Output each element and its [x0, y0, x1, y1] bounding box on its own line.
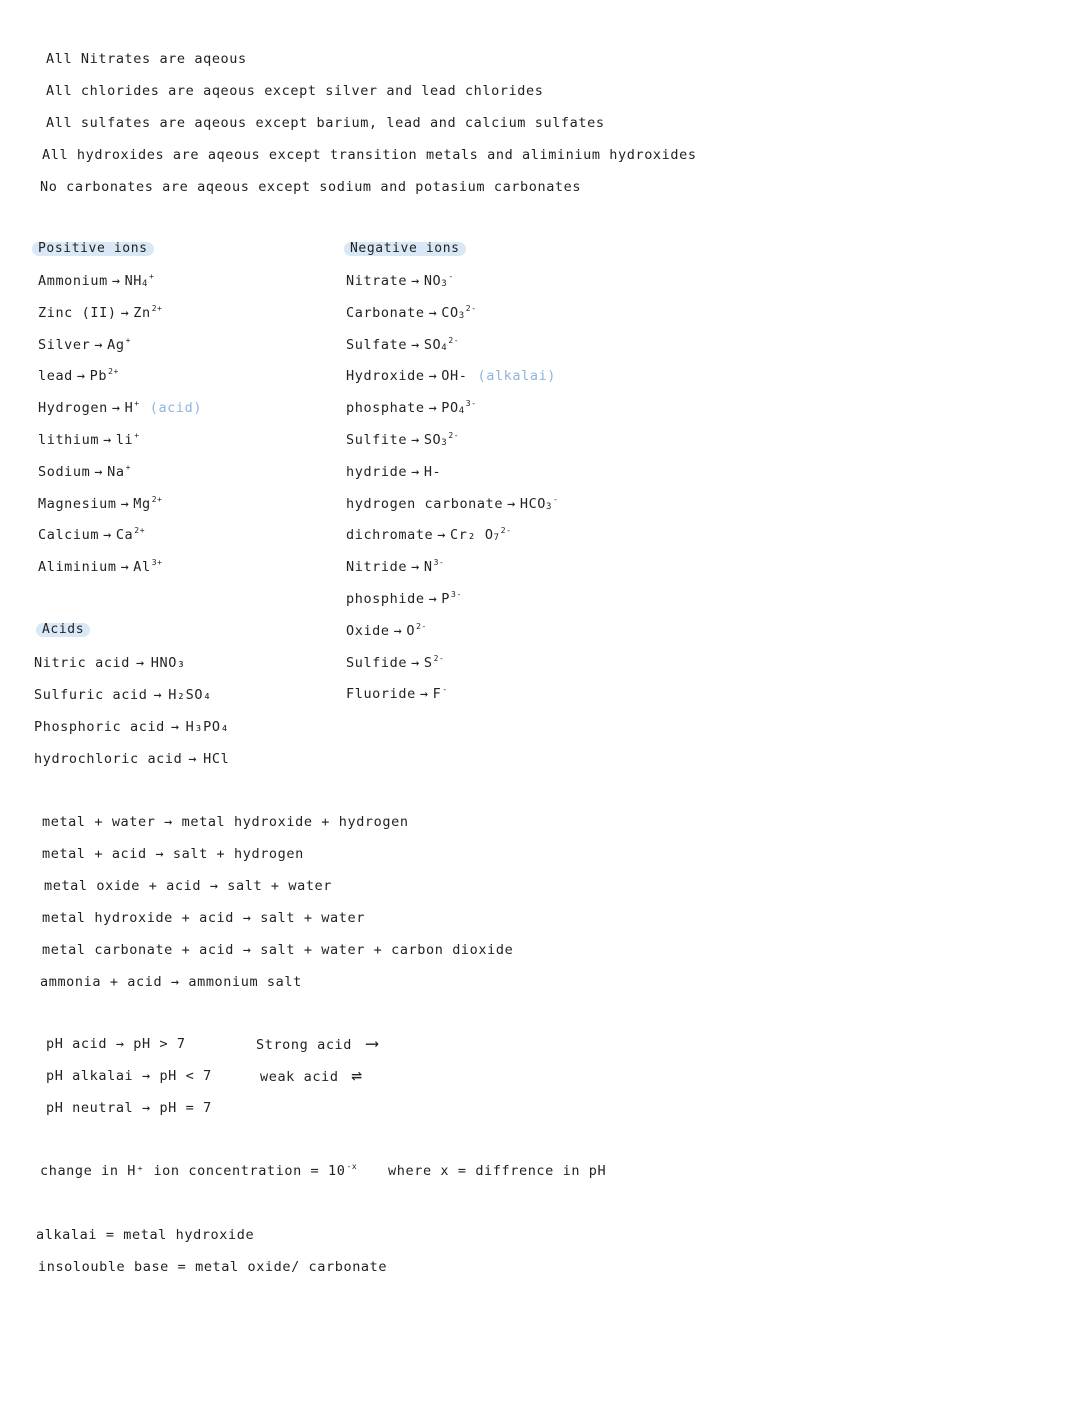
ion-symbol: Na	[107, 463, 125, 480]
concentration-exponent: -x	[346, 1162, 358, 1171]
arrow-icon: →	[136, 655, 145, 671]
positive-ions-heading: Positive ions	[32, 242, 154, 256]
arrow-icon: →	[188, 751, 198, 767]
arrow-icon: →	[103, 432, 112, 448]
definition-line: insolouble base = metal oxide/ carbonate	[38, 1259, 388, 1275]
arrow-icon: →	[437, 527, 447, 544]
rule-line: All Nitrates are aqeous	[46, 51, 247, 67]
ion-symbol: Ag	[107, 336, 125, 353]
ion-name: Sodium	[38, 463, 91, 480]
arrow-icon: →	[411, 432, 420, 448]
acid-formula: HCl	[203, 751, 230, 767]
arrow-icon: →	[411, 559, 420, 576]
ion-symbol: H-	[423, 463, 442, 480]
ion-charge: +	[149, 272, 155, 281]
ion-row	[346, 336, 459, 354]
ion-symbol: P	[441, 591, 451, 607]
ion-charge: -	[553, 494, 559, 504]
ion-row	[38, 367, 119, 385]
ion-charge: +	[134, 399, 140, 409]
ion-name: Ammonium	[38, 273, 108, 289]
ion-symbol: Ca	[115, 527, 134, 544]
ion-row	[346, 272, 454, 290]
ion-note: (alkalai)	[477, 368, 557, 385]
ion-symbol: SO	[423, 432, 442, 448]
concentration-line	[40, 1162, 606, 1180]
ion-subscript: 3	[441, 438, 448, 448]
ion-row	[346, 526, 512, 544]
ion-symbol: S	[423, 654, 433, 671]
ion-name: Calcium	[38, 527, 100, 544]
ion-symbol: Pb	[89, 368, 108, 385]
ph-line: pH acid → pH > 7	[46, 1036, 186, 1052]
arrow-icon: →	[103, 527, 112, 544]
arrow-icon: →	[153, 687, 163, 703]
ion-charge: 2+	[151, 494, 163, 504]
arrow-icon: →	[428, 400, 438, 417]
ion-name: Hydroxide	[346, 368, 425, 385]
arrow-icon: →	[94, 463, 104, 480]
ion-subscript: 3	[441, 279, 448, 289]
acid-name: Nitric acid	[34, 655, 131, 671]
ion-charge: -	[442, 685, 448, 695]
arrow-icon: →	[419, 686, 429, 703]
ion-name: Silver	[38, 336, 91, 353]
ion-name: hydride	[346, 463, 408, 480]
arrow-icon: →	[170, 719, 180, 735]
definition-line: alkalai = metal hydroxide	[36, 1227, 255, 1243]
ion-charge: 3-	[465, 399, 477, 409]
reaction-line: metal carbonate + acid → salt + water + carbon dioxide	[42, 942, 514, 958]
weak-acid-line	[260, 1067, 363, 1086]
strong-acid-label: Strong acid	[256, 1037, 353, 1053]
ph-line: pH alkalai → pH < 7	[46, 1068, 212, 1084]
ion-row	[346, 622, 427, 640]
ion-charge: 3-	[433, 558, 445, 568]
ion-charge: 2+	[151, 303, 163, 313]
ion-charge: +	[125, 462, 131, 472]
ion-symbol: HCO	[519, 495, 547, 512]
arrow-icon: →	[120, 304, 130, 321]
arrow-icon: →	[411, 336, 420, 353]
concentration-text: change in H⁺ ion concentration = 10	[40, 1163, 346, 1179]
acid-row	[34, 750, 229, 768]
ion-symbol: Zn	[133, 304, 151, 321]
arrow-icon: →	[428, 368, 438, 385]
ion-name: Aliminium	[38, 559, 117, 576]
ion-charge: 2+	[134, 526, 146, 536]
strong-acid-line	[256, 1035, 378, 1054]
reaction-line: metal oxide + acid → salt + water	[44, 878, 333, 894]
ion-symbol: F	[432, 686, 442, 703]
ion-name: phosphide	[346, 591, 425, 607]
arrow-icon: →	[411, 463, 420, 480]
ion-subscript: 3	[458, 310, 465, 321]
ion-symbol: Cr₂ O	[450, 527, 494, 544]
arrow-icon: →	[428, 304, 438, 321]
acids-heading: Acids	[36, 623, 90, 637]
arrow-icon: →	[111, 273, 121, 289]
arrow-icon: →	[393, 622, 403, 639]
ion-symbol: CO	[441, 304, 459, 321]
arrow-icon: →	[507, 495, 516, 512]
ion-row	[38, 272, 154, 290]
ion-row	[346, 304, 477, 322]
acid-row	[34, 654, 186, 672]
ion-charge: 2-	[465, 303, 477, 313]
rule-line: All chlorides are aqeous except silver and lead chlorides	[46, 83, 544, 99]
acid-formula: H₂SO₄	[168, 687, 212, 703]
ion-symbol: Mg	[133, 495, 151, 512]
reaction-line: ammonia + acid → ammonium salt	[40, 974, 302, 990]
ion-row	[38, 558, 163, 576]
ion-subscript: 7	[493, 533, 500, 544]
ion-row	[346, 367, 556, 385]
single-arrow-icon: ⟶	[366, 1033, 379, 1054]
ion-charge: 2-	[448, 335, 460, 345]
ion-charge: 3-	[451, 590, 462, 599]
acid-formula: HNO₃	[150, 655, 186, 671]
arrow-icon: →	[94, 336, 104, 353]
ion-name: Oxide	[346, 622, 390, 639]
arrow-icon: →	[120, 559, 130, 576]
ion-subscript: 4	[458, 406, 465, 417]
ion-row	[38, 336, 131, 354]
ion-note: (acid)	[149, 400, 203, 417]
arrow-icon: →	[411, 654, 420, 671]
ion-row	[346, 558, 444, 576]
ion-charge: 2-	[500, 526, 512, 536]
ion-symbol: Al	[133, 559, 151, 576]
weak-acid-label: weak acid	[260, 1069, 339, 1085]
ion-charge: 2+	[108, 367, 119, 377]
acid-formula: H₃PO₄	[185, 719, 230, 735]
ion-charge: +	[125, 335, 131, 345]
ion-charge: +	[134, 431, 140, 440]
arrow-icon: →	[428, 591, 438, 607]
concentration-note: where x = diffrence in pH	[388, 1163, 607, 1179]
ion-name: lead	[38, 368, 73, 385]
ion-row	[346, 431, 459, 449]
ion-name: phosphate	[346, 400, 425, 417]
ion-row	[346, 399, 477, 417]
ion-symbol: PO	[441, 400, 459, 417]
ion-row	[346, 685, 448, 703]
ion-name: Magnesium	[38, 495, 117, 512]
ion-symbol: O	[406, 622, 416, 639]
ion-symbol: H	[124, 400, 134, 417]
ion-symbol: NO	[423, 273, 442, 289]
ion-name: dichromate	[346, 527, 434, 544]
reaction-line: metal + acid → salt + hydrogen	[42, 846, 304, 862]
arrow-icon: →	[411, 273, 420, 289]
arrow-icon: →	[76, 368, 86, 385]
rule-line: All hydroxides are aqeous except transition metals and aliminium hydroxides	[42, 147, 697, 163]
reaction-line: metal hydroxide + acid → salt + water	[42, 910, 365, 926]
arrow-icon: →	[111, 400, 121, 417]
ion-name: Sulfide	[346, 654, 408, 671]
rule-line: No carbonates are aqeous except sodium and potasium carbonates	[40, 179, 582, 195]
ion-charge: 3+	[151, 558, 163, 568]
ion-name: Zinc (II)	[38, 304, 117, 321]
ion-symbol: SO	[423, 336, 442, 353]
ion-name: lithium	[38, 432, 100, 448]
ph-line: pH neutral → pH = 7	[46, 1100, 212, 1116]
acid-name: Sulfuric acid	[34, 687, 148, 703]
ion-symbol: NH	[124, 273, 143, 289]
acid-row	[34, 686, 212, 704]
ion-charge: 2-	[416, 621, 427, 631]
ion-name: Nitrate	[346, 273, 408, 289]
ion-charge: 2-	[433, 653, 445, 663]
ion-name: Carbonate	[346, 304, 425, 321]
ion-name: Sulfate	[346, 336, 408, 353]
acid-name: hydrochloric acid	[34, 751, 183, 767]
ion-row	[38, 526, 145, 544]
ion-row	[38, 495, 163, 513]
ion-subscript: 4	[441, 342, 448, 353]
ion-name: Nitride	[346, 559, 408, 576]
ion-name: Hydrogen	[38, 400, 108, 417]
ion-name: Sulfite	[346, 432, 408, 448]
acid-name: Phosphoric acid	[34, 719, 165, 735]
ion-row	[38, 304, 163, 322]
ion-row	[38, 463, 131, 481]
ion-subscript: 4	[142, 279, 149, 289]
ion-row	[38, 399, 202, 417]
ion-row	[346, 495, 558, 513]
ion-symbol: OH-	[441, 368, 468, 385]
ion-row	[346, 463, 441, 481]
arrow-icon: →	[120, 495, 130, 512]
acid-row	[34, 718, 229, 736]
ion-row	[346, 654, 444, 672]
ion-name: hydrogen carbonate	[346, 495, 504, 512]
rule-line: All sulfates are aqeous except barium, lead and calcium sulfates	[46, 115, 605, 131]
ion-row	[38, 431, 140, 449]
ion-symbol: li	[115, 432, 134, 448]
ion-subscript: 3	[546, 501, 553, 512]
ion-charge: 2-	[448, 431, 460, 440]
negative-ions-heading: Negative ions	[344, 242, 466, 256]
reaction-line: metal + water → metal hydroxide + hydrogen	[42, 814, 409, 830]
ion-symbol: N	[423, 559, 433, 576]
ion-charge: -	[448, 272, 454, 281]
ion-row	[346, 590, 462, 608]
equilibrium-arrow-icon: ⇌	[351, 1065, 363, 1086]
ion-name: Fluoride	[346, 686, 416, 703]
